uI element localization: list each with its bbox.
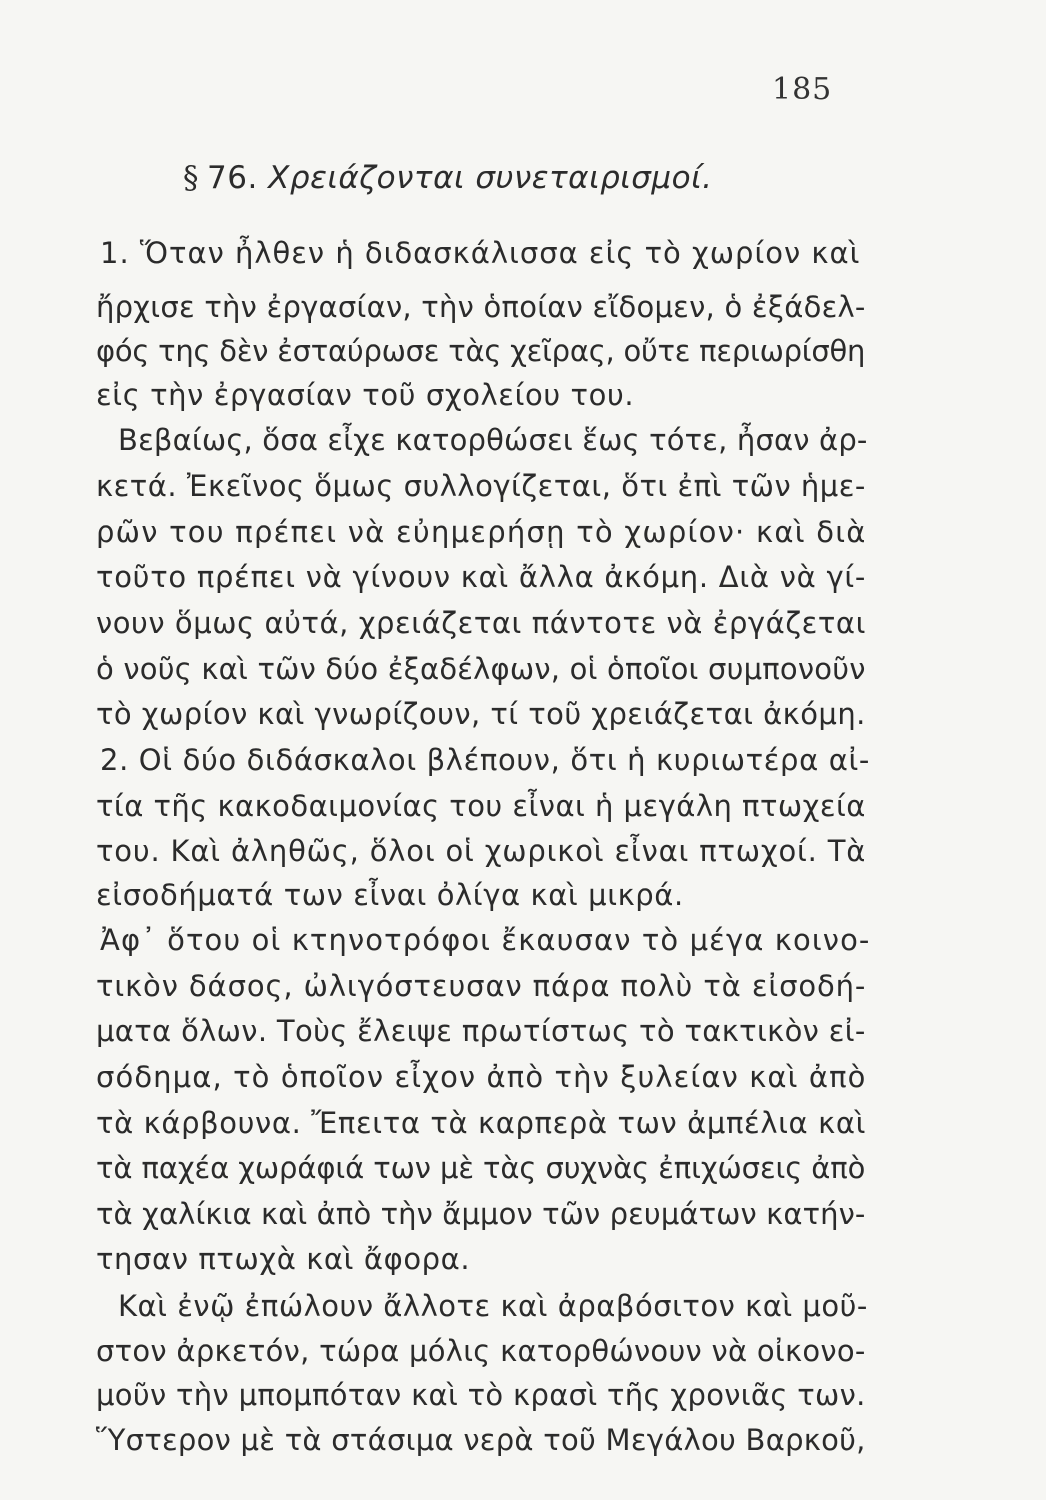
text-line: φός της δὲν ἐσταύρωσε τὰς χεῖρας, οὔτε περιωρίσθη <box>96 334 866 368</box>
text-line: Ἀφ᾿ ὅτου οἱ κτηνοτρόφοι ἔκαυσαν τὸ μέγα κοινο- <box>100 923 871 957</box>
text-line: εἰς τὴν ἐργασίαν τοῦ σχολείου του. <box>96 378 635 412</box>
text-line: ρῶν του πρέπει νὰ εὐημερήσῃ τὸ χωρίον· καὶ διὰ <box>96 515 867 549</box>
text-line: τοῦτο πρέπει νὰ γίνουν καὶ ἄλλα ἀκόμη. Διὰ νὰ γί- <box>96 560 867 594</box>
text-line: νουν ὅμως αὐτά, χρειάζεται πάντοτε νὰ ἐργάζεται <box>96 606 866 640</box>
text-line: τία τῆς κακοδαιμονίας του εἶναι ἡ μεγάλη πτωχεία <box>96 789 866 823</box>
text-line: μοῦν τὴν μπομπόταν καὶ τὸ κρασὶ τῆς χρονιᾶς των. <box>96 1378 866 1412</box>
text-line: τὰ παχέα χωράφιά των μὲ τὰς συχνὰς ἐπιχώσεις ἀπὸ <box>96 1151 866 1185</box>
text-line: τὰ κάρβουνα. Ἔπειτα τὰ καρπερὰ των ἀμπέλια καὶ <box>96 1106 867 1140</box>
section-symbol: § <box>183 160 199 196</box>
text-line: εἰσοδήματά των εἶναι ὀλίγα καὶ μικρά. <box>96 878 684 912</box>
text-line: 1. Ὅταν ἦλθεν ἡ διδασκάλισσα εἰς τὸ χωρίον καὶ <box>100 236 861 270</box>
text-line: ἤρχισε τὴν ἐργασίαν, τὴν ὁποίαν εἴδομεν, ὁ ἐξάδελ- <box>96 290 866 324</box>
text-line: Βεβαίως, ὅσα εἶχε κατορθώσει ἕως τότε, ἦσαν ἀρ- <box>118 423 868 457</box>
text-line: ματα ὅλων. Τοὺς ἔλειψε πρωτίστως τὸ τακτικὸν εἰ- <box>96 1014 866 1048</box>
text-line: κετά. Ἐκεῖνος ὅμως συλλογίζεται, ὅτι ἐπὶ τῶν ἡμε- <box>96 469 866 503</box>
text-line: του. Καὶ ἀληθῶς, ὅλοι οἱ χωρικοὶ εἶναι πτωχοί. Τὰ <box>96 834 867 868</box>
text-line: τὸ χωρίον καὶ γνωρίζουν, τί τοῦ χρειάζεται ἀκόμη. <box>96 697 866 731</box>
text-line: τικὸν δάσος, ὠλιγόστευσαν πάρα πολὺ τὰ εἰσοδή- <box>96 969 867 1003</box>
text-line: σόδημα, τὸ ὁποῖον εἶχον ἀπὸ τὴν ξυλείαν καὶ ἀπὸ <box>96 1060 867 1094</box>
page-number: 185 <box>772 72 833 107</box>
section-heading <box>183 160 712 196</box>
text-line: ὁ νοῦς καὶ τῶν δύο ἐξαδέλφων, οἱ ὁποῖοι συμπονοῦν <box>96 652 866 686</box>
text-line: 2. Οἱ δύο διδάσκαλοι βλέπουν, ὅτι ἡ κυριωτέρα αἰ- <box>100 743 871 777</box>
section-title: Χρειάζονται συνεταιρισμοί. <box>268 160 713 196</box>
section-number: 76. <box>207 160 258 196</box>
text-line: Καὶ ἐνῷ ἐπώλουν ἄλλοτε καὶ ἀραβόσιτον καὶ μοῦ- <box>118 1289 868 1323</box>
text-line: Ὕστερον μὲ τὰ στάσιμα νερὰ τοῦ Μεγάλου Βαρκοῦ, <box>96 1423 866 1457</box>
text-line: τὰ χαλίκια καὶ ἀπὸ τὴν ἄμμον τῶν ρευμάτων κατήν- <box>96 1197 866 1231</box>
text-line: τησαν πτωχὰ καὶ ἄφορα. <box>96 1242 471 1276</box>
text-line: στον ἀρκετόν, τώρα μόλις κατορθώνουν νὰ οἰκονο- <box>96 1334 866 1368</box>
